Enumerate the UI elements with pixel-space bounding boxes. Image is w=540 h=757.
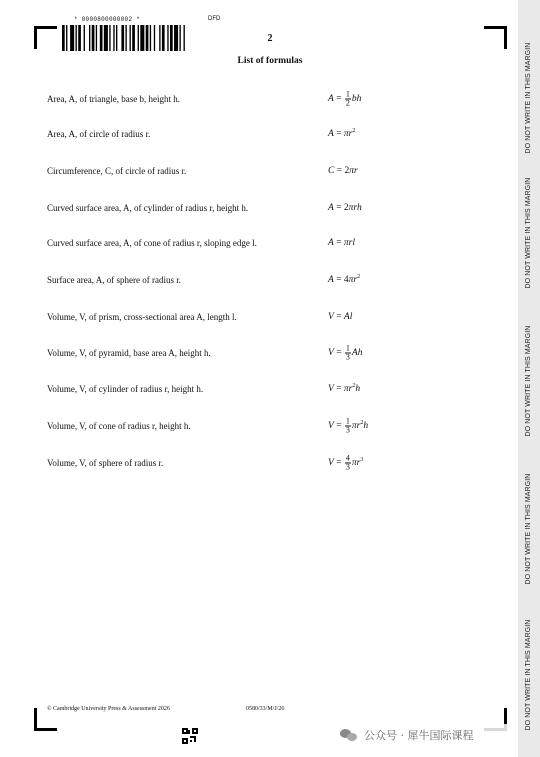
page-title: List of formulas	[237, 56, 303, 66]
watermark	[340, 724, 516, 746]
formula-expression: V = Al	[328, 312, 353, 322]
formula-description: Surface area, A, of sphere of radius r.	[47, 275, 181, 285]
formula-description: Area, A, of triangle, base b, height h.	[47, 94, 180, 104]
dfd-label: DFD	[208, 16, 221, 22]
formula-expression: C = 2πr	[328, 166, 358, 176]
footer-copyright: © Cambridge University Press & Assessment 2026	[47, 706, 170, 712]
formula-description: Volume, V, of prism, cross-sectional area A, length l.	[47, 312, 237, 322]
formula-description: Volume, V, of pyramid, base area A, height h.	[47, 348, 211, 358]
corner-mark-top-left	[34, 26, 57, 49]
wechat-icon	[340, 728, 358, 742]
formula-row-sphere-surface-area	[47, 269, 487, 291]
margin-notice: DO NOT WRITE IN THIS MARGIN	[525, 325, 532, 437]
formula-expression: A = $\frac{1}{2}$ bh	[328, 89, 362, 108]
paper-code: 0580/33/M/J/26	[246, 706, 285, 712]
formula-description: Circumference, C, of circle of radius r.	[47, 166, 187, 176]
formula-expression: A = 2πrh	[328, 203, 362, 213]
barcode-number: * 0000800000002 *	[73, 16, 141, 23]
corner-mark-top-right	[484, 26, 507, 49]
margin-notice: DO NOT WRITE IN THIS MARGIN	[525, 177, 532, 289]
formula-description: Volume, V, of cone of radius r, height h.	[47, 421, 191, 431]
margin-notice: DO NOT WRITE IN THIS MARGIN	[525, 473, 532, 585]
formula-row-cone-curved-area	[47, 232, 487, 254]
formula-expression: $V = \pi r^2h$	[328, 383, 361, 394]
formula-expression: $A = 4\pi r^2$	[328, 274, 361, 285]
formula-row-cylinder-curved-area	[47, 197, 487, 219]
watermark-text: 公众号 · 犀牛国际课程	[364, 729, 474, 742]
formula-description: Curved surface area, A, of cone of radius r, sloping edge l.	[47, 238, 257, 248]
page-number: 2	[267, 33, 273, 44]
margin-notice: DO NOT WRITE IN THIS MARGIN	[525, 619, 532, 731]
formula-row-prism-volume	[47, 306, 487, 328]
formula-description: Curved surface area, A, of cylinder of radius r, height h.	[47, 203, 249, 213]
formula-expression: A = πrl	[328, 238, 356, 248]
formula-row-circle-area	[47, 123, 487, 145]
formula-description: Volume, V, of cylinder of radius r, height h.	[47, 384, 204, 394]
formula-expression: V = $\frac{1}{3}$ $\pi r^2h$	[328, 416, 369, 435]
margin-notice: DO NOT WRITE IN THIS MARGIN	[525, 42, 532, 154]
formula-row-sphere-volume	[47, 452, 487, 474]
barcode	[62, 25, 224, 51]
formula-row-circumference	[47, 160, 487, 182]
formula-row-pyramid-volume	[47, 342, 487, 364]
formula-expression: V = $\frac{4}{3}$ $\pi r^3$	[328, 453, 364, 472]
formula-expression: V = $\frac{1}{3}$ Ah	[328, 343, 363, 362]
formula-expression: $A = \pi r^2$	[328, 128, 356, 139]
formula-description: Volume, V, of sphere of radius r.	[47, 458, 164, 468]
qr-code	[182, 728, 198, 744]
formula-description: Area, A, of circle of radius r.	[47, 129, 151, 139]
formula-row-cone-volume	[47, 415, 487, 437]
formula-row-cylinder-volume	[47, 378, 487, 400]
formula-row-triangle-area	[47, 88, 487, 110]
